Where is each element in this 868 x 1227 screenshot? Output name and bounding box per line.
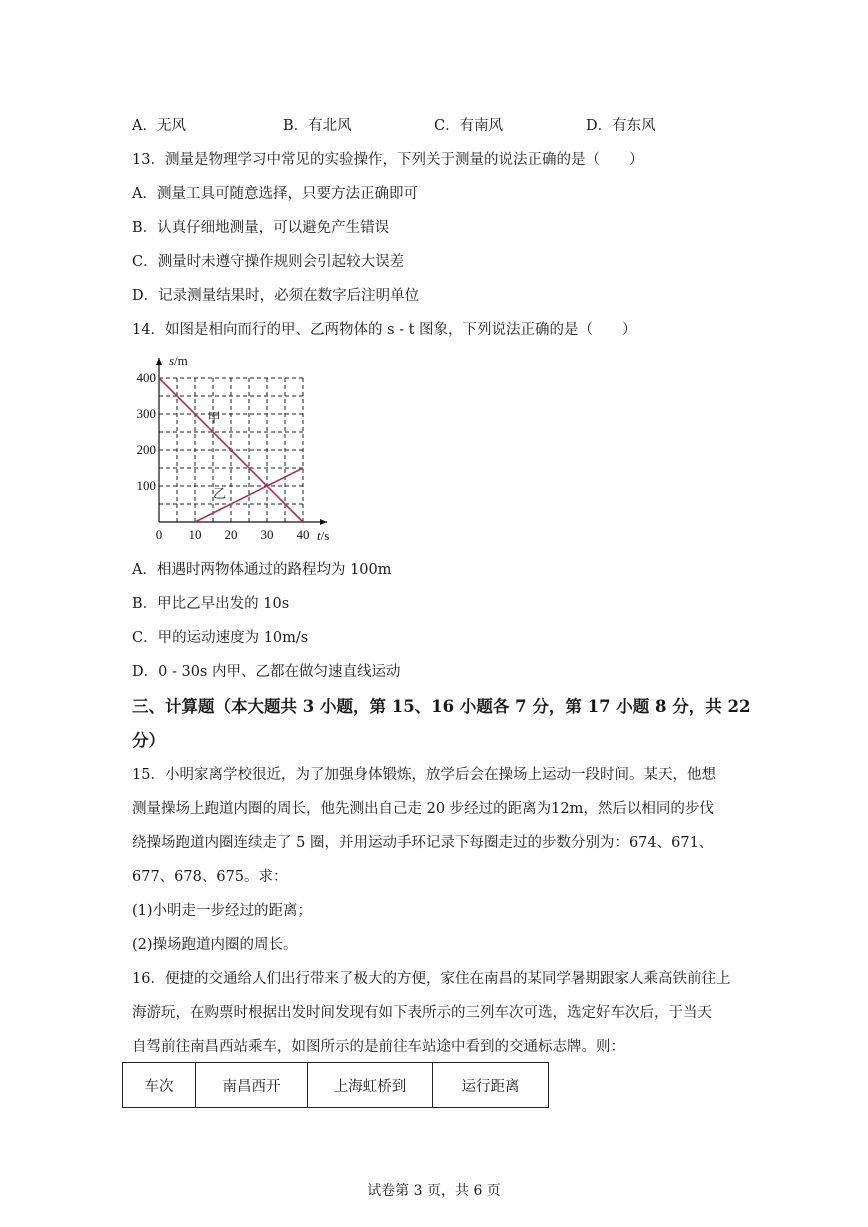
y-tick-label: 200	[136, 442, 156, 457]
q15-line-4: 677、678、675。求：	[132, 869, 288, 885]
q15-line-1: 15．小明家离学校很近，为了加强身体锻炼，放学后会在操场上运动一段时间。某天，他想	[132, 767, 716, 783]
q16-line-1: 16．便捷的交通给人们出行带来了极大的方便，家住在南昌的某同学暑期跟家人乘高铁前往上	[132, 971, 731, 987]
q15-line-2: 测量操场上跑道内圈的周长，他先测出自己走 20 步经过的距离为12m，然后以相同的步伐	[132, 801, 714, 817]
q13-option-a: A．测量工具可随意选择，只要方法正确即可	[132, 186, 418, 202]
q16-line-2: 海游玩，在购票时根据出发时间发现有如下表所示的三列车次可选，选定好车次后，于当天	[132, 1005, 712, 1021]
y-axis-arrow	[156, 358, 162, 365]
table-header-cell: 南昌西开	[196, 1063, 308, 1108]
x-tick-label: 40	[296, 527, 310, 542]
q13-option-c: C．测量时未遵守操作规则会引起较大误差	[132, 254, 405, 270]
q13-option-b: B．认真仔细地测量，可以避免产生错误	[132, 220, 390, 236]
series-label-yi: 乙	[213, 485, 227, 501]
q12-option-b: B．有北风	[283, 118, 352, 134]
y-tick-label: 100	[136, 478, 156, 493]
x-tick-label: 20	[224, 527, 238, 542]
q12-option-a: A．无风	[132, 118, 186, 134]
train-table	[122, 1062, 549, 1108]
q14-option-b: B．甲比乙早出发的 10s	[132, 596, 290, 612]
q14-option-a: A．相遇时两物体通过的路程均为 100m	[132, 562, 392, 578]
q14-stem: 14．如图是相向而行的甲、乙两物体的 s - t 图象，下列说法正确的是（ ）	[132, 322, 637, 338]
table-header-cell: 上海虹桥到	[308, 1063, 433, 1108]
q15-sub-1: (1)小明走一步经过的距离；	[132, 903, 313, 919]
graph-axes	[156, 358, 327, 525]
x-tick-label: 30	[260, 527, 274, 542]
y-tick-label: 300	[136, 406, 156, 421]
y-tick-label: 400	[136, 370, 156, 385]
table-header-cell: 车次	[123, 1063, 196, 1108]
st-graph	[125, 352, 355, 552]
q15-sub-2: (2)操场跑道内圈的周长。	[132, 937, 298, 953]
q14-option-c: C．甲的运动速度为 10m/s	[132, 630, 309, 646]
section3-title-cont: 分）	[132, 731, 165, 750]
series-label-jia: 甲	[207, 409, 221, 425]
graph-labels	[137, 353, 330, 543]
q16-line-3: 自驾前往南昌西站乘车，如图所示的是前往车站途中看到的交通标志牌。则：	[132, 1039, 625, 1055]
x-axis-label: t/s	[317, 528, 330, 543]
q14-option-d: D．0 - 30s 内甲、乙都在做匀速直线运动	[132, 664, 401, 680]
y-axis-label: s/m	[169, 353, 188, 368]
table-header-row	[123, 1063, 549, 1108]
section3-title: 三、计算题（本大题共 3 小题，第 15、16 小题各 7 分，第 17 小题 8 分，共 22	[132, 697, 751, 716]
x-axis-arrow	[320, 519, 327, 525]
x-tick-label: 10	[188, 527, 202, 542]
q13-stem: 13．测量是物理学习中常见的实验操作，下列关于测量的说法正确的是（ ）	[132, 152, 644, 168]
q12-option-c: C．有南风	[434, 118, 504, 134]
q12-option-d: D．有东风	[586, 118, 656, 134]
q13-option-d: D．记录测量结果时，必须在数字后注明单位	[132, 288, 420, 304]
x-tick-label: 0	[155, 527, 163, 542]
q15-line-3: 绕操场跑道内圈连续走了 5 圈，并用运动手环记录下每圈走过的步数分别为：674、671、	[132, 835, 714, 851]
table-header-cell: 运行距离	[433, 1063, 549, 1108]
page-footer: 试卷第 3 页，共 6 页	[367, 1183, 501, 1199]
